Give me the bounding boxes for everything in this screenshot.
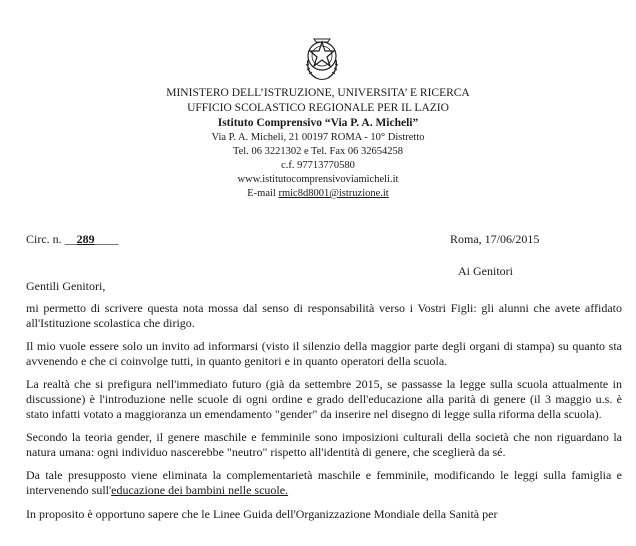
school-phone: Tel. 06 3221302 e Tel. Fax 06 32654258 bbox=[232, 146, 404, 157]
paragraph-6: In proposito è opportuno sapere che le Linee Guida dell'Organizzazione Mondiale della Sanità per bbox=[26, 506, 498, 521]
regional-office: UFFICIO SCOLASTICO REGIONALE PER IL LAZIO bbox=[187, 102, 449, 114]
circular-blank-after: ____ bbox=[94, 232, 119, 246]
letterhead bbox=[0, 86, 636, 201]
italian-republic-emblem-icon bbox=[302, 36, 342, 82]
recipient: Ai Genitori bbox=[458, 264, 513, 278]
email-label: E-mail bbox=[247, 188, 276, 199]
letter-body bbox=[26, 301, 622, 530]
school-name: Istituto Comprensivo “Via P. A. Micheli” bbox=[217, 117, 419, 129]
letter-date: Roma, 17/06/2015 bbox=[450, 232, 540, 246]
paragraph-5 bbox=[26, 468, 622, 497]
ministry-name: MINISTERO DELL’ISTRUZIONE, UNIVERSITA’ E RICERCA bbox=[166, 87, 470, 99]
school-address: Via P. A. Micheli, 21 00197 ROMA - 10° Distretto bbox=[211, 132, 425, 143]
circular-value: 289 bbox=[76, 232, 95, 246]
paragraph-2: Il mio vuole essere solo un invito ad informarsi (visto il silenzio della maggior parte degli organi di stampa) su quanto sta avvenendo e che ci coinvolge tutti, in quanto genitori e in quanto operatori della scuola. bbox=[26, 339, 622, 368]
paragraph-1: mi permetto di scrivere questa nota mossa dal senso di responsabilità verso i Vostri Figli: gli alunni che avete affidato all'Istituzione scolastica che dirigo. bbox=[26, 301, 622, 330]
school-email-line bbox=[0, 187, 636, 201]
paragraph-3: La realtà che si prefigura nell'immediato futuro (già da settembre 2015, se passasse la legge sulla scuola attualmente in discussione) è l'introduzione nelle scuole di ogni ordine e grado dell'educazione alla parità di genere (il 3 maggio u.s. è stato infatti votato a maggioranza un emendamento "gender" da inserire nel disegno di legge sulla riforma della scuola). bbox=[26, 377, 622, 421]
greeting: Gentili Genitori, bbox=[26, 279, 106, 293]
paragraph-4: Secondo la teoria gender, il genere maschile e femminile sono imposizioni culturali della società che non riguardano la natura umana: ogni individuo nascerebbe "neutro" rispetto all'identità di genere, che sceglierà da sé. bbox=[26, 430, 622, 459]
paragraph-5-text: Da tale presupposto viene eliminata la complementarietà maschile e femminile, modificando le leggi sulla famiglia e intervenendo sull' bbox=[26, 468, 622, 497]
circular-blank-before: __ bbox=[64, 232, 77, 246]
school-tax-code: c.f. 97713770580 bbox=[281, 160, 355, 171]
school-email: rmic8d8001@istruzione.it bbox=[278, 188, 389, 199]
circular-number bbox=[26, 232, 119, 247]
paragraph-5-underlined: educazione dei bambini nelle scuole. bbox=[111, 482, 289, 497]
circular-label: Circ. n. bbox=[26, 232, 62, 246]
school-website: www.istitutocomprensivoviamicheli.it bbox=[237, 174, 399, 185]
